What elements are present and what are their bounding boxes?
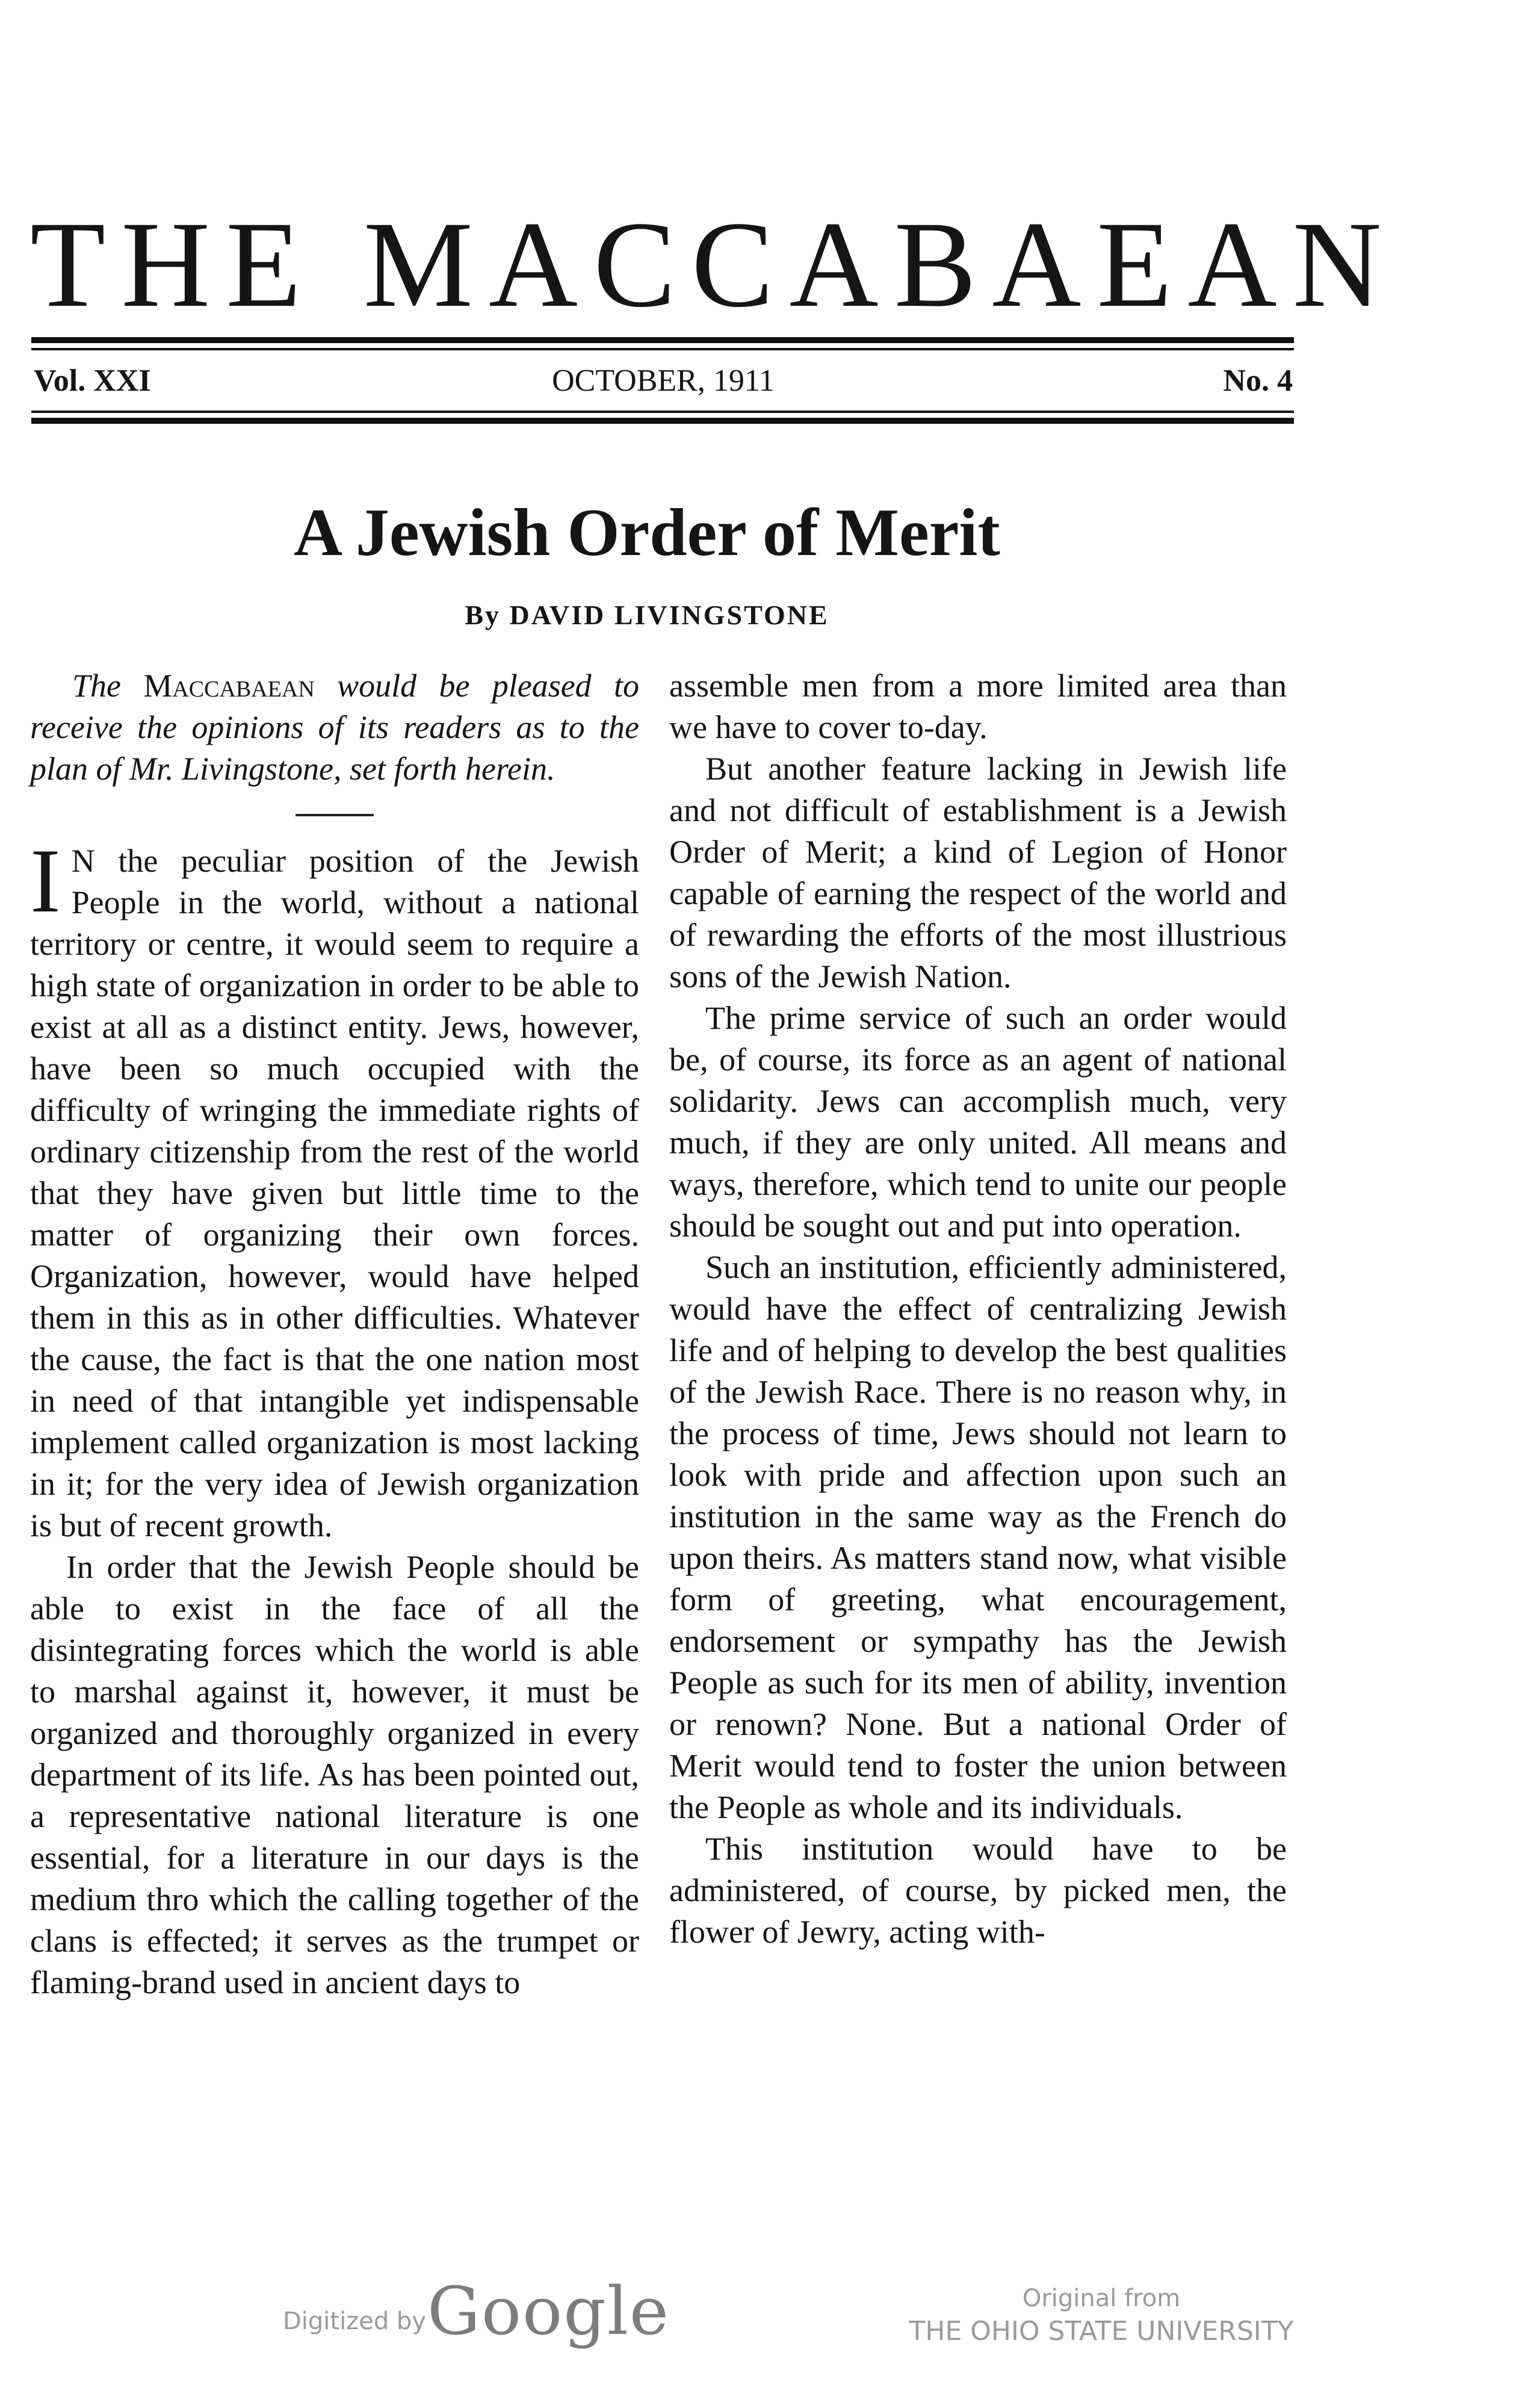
masthead-title: THE MACCABAEAN bbox=[30, 196, 1397, 333]
paragraph: In order that the Jewish People should be able to exist in the face of all the disintegrating forces which the world is able to marshal against it, however, it must be organized and thoroughly organized in every department of its life. As has been pointed out, a representative national literature is one essential, for a literature in our days is the medium thro which the calling together of the clans is effected; it serves as the trumpet or flaming-brand used in ancient days to bbox=[30, 1549, 639, 2000]
rule-thick bbox=[31, 418, 1294, 424]
rule-thin bbox=[31, 348, 1294, 350]
note-text: would be pleased to receive the opinions of its readers as to the plan of Mr. Livingstone, set forth herein. bbox=[30, 668, 639, 787]
footer bbox=[0, 2273, 1513, 2375]
paragraph: Such an institution, efficiently administered, would have the effect of centralizing Jewish life and of helping to develop the best qualities of the Jewish Race. There is no reason why, in the process of time, Jews should not learn to look with pride and affection upon such an institution in the same way as the French do upon theirs. As matters stand now, what visible form of greeting, what encouragement, endorsement or sympathy has the Jewish People as such for its men of ability, invention or renown? None. But a national Order of Merit would tend to foster the union between the People as whole and its individuals. bbox=[669, 1249, 1287, 1825]
issue-date: OCTOBER, 1911 bbox=[552, 364, 775, 398]
note-magazine-name: Maccabaean bbox=[143, 668, 315, 704]
drop-cap: I bbox=[30, 830, 61, 931]
editor-note bbox=[30, 665, 639, 790]
article-byline: By DAVID LIVINGSTONE bbox=[465, 600, 829, 630]
column-left bbox=[30, 665, 639, 2003]
rule-thin bbox=[31, 411, 1294, 413]
google-logo: Google bbox=[427, 2273, 670, 2350]
paragraph bbox=[30, 830, 639, 1547]
issue-line bbox=[34, 360, 1293, 402]
masthead-rule-bottom bbox=[31, 411, 1294, 424]
digitized-by-label: Digitized by bbox=[283, 2307, 426, 2335]
paragraph: The prime service of such an order would be, of course, its force as an agent of national solidarity. Jews can accomplish much, very much, if they are only united. All means and ways, therefore, which tend to unite our people should be sought out and put into operation. bbox=[669, 1000, 1287, 1244]
article-title: A Jewish Order of Merit bbox=[294, 495, 1000, 570]
section-divider bbox=[295, 814, 374, 816]
paragraph: But another feature lacking in Jewish life and not difficult of establishment is a Jewish Order of Merit; a kind of Legion of Honor capable of earning the respect of the world and of rewarding the efforts of the most illustrious sons of the Jewish Nation. bbox=[669, 751, 1287, 995]
issue-volume: Vol. XXI bbox=[34, 364, 151, 398]
paragraph: assemble men from a more limited area than we have to cover to-day. bbox=[669, 668, 1287, 745]
note-lead: The bbox=[72, 668, 121, 704]
original-from-label: Original from bbox=[1022, 2285, 1181, 2312]
university-name: THE OHIO STATE UNIVERSITY bbox=[909, 2316, 1294, 2347]
paragraph-text: N the peculiar position of the Jewish People in the world, without a national territory or centre, it would seem to require a high state of organization in order to be able to exist at all as a distinct entity. Jews, however, have been so much occupied with the difficulty of wringing the immediate rights of ordinary citizenship from the rest of the world that they have given but little time to the matter of organizing their own forces. Organization, however, would have helped them in this as in other difficulties. Whatever the cause, the fact is that the one nation most in need of that intangible yet indispensable implement called organization is most lacking in it; for the very idea of Jewish organization is but of recent growth. bbox=[30, 843, 639, 1544]
issue-number: No. 4 bbox=[1223, 364, 1293, 398]
masthead-rule-top bbox=[31, 337, 1294, 350]
rule-thick bbox=[31, 337, 1294, 343]
column-right bbox=[669, 665, 1287, 1953]
paragraph: This institution would have to be administered, of course, by picked men, the flower of Jewry, acting with- bbox=[669, 1831, 1287, 1950]
